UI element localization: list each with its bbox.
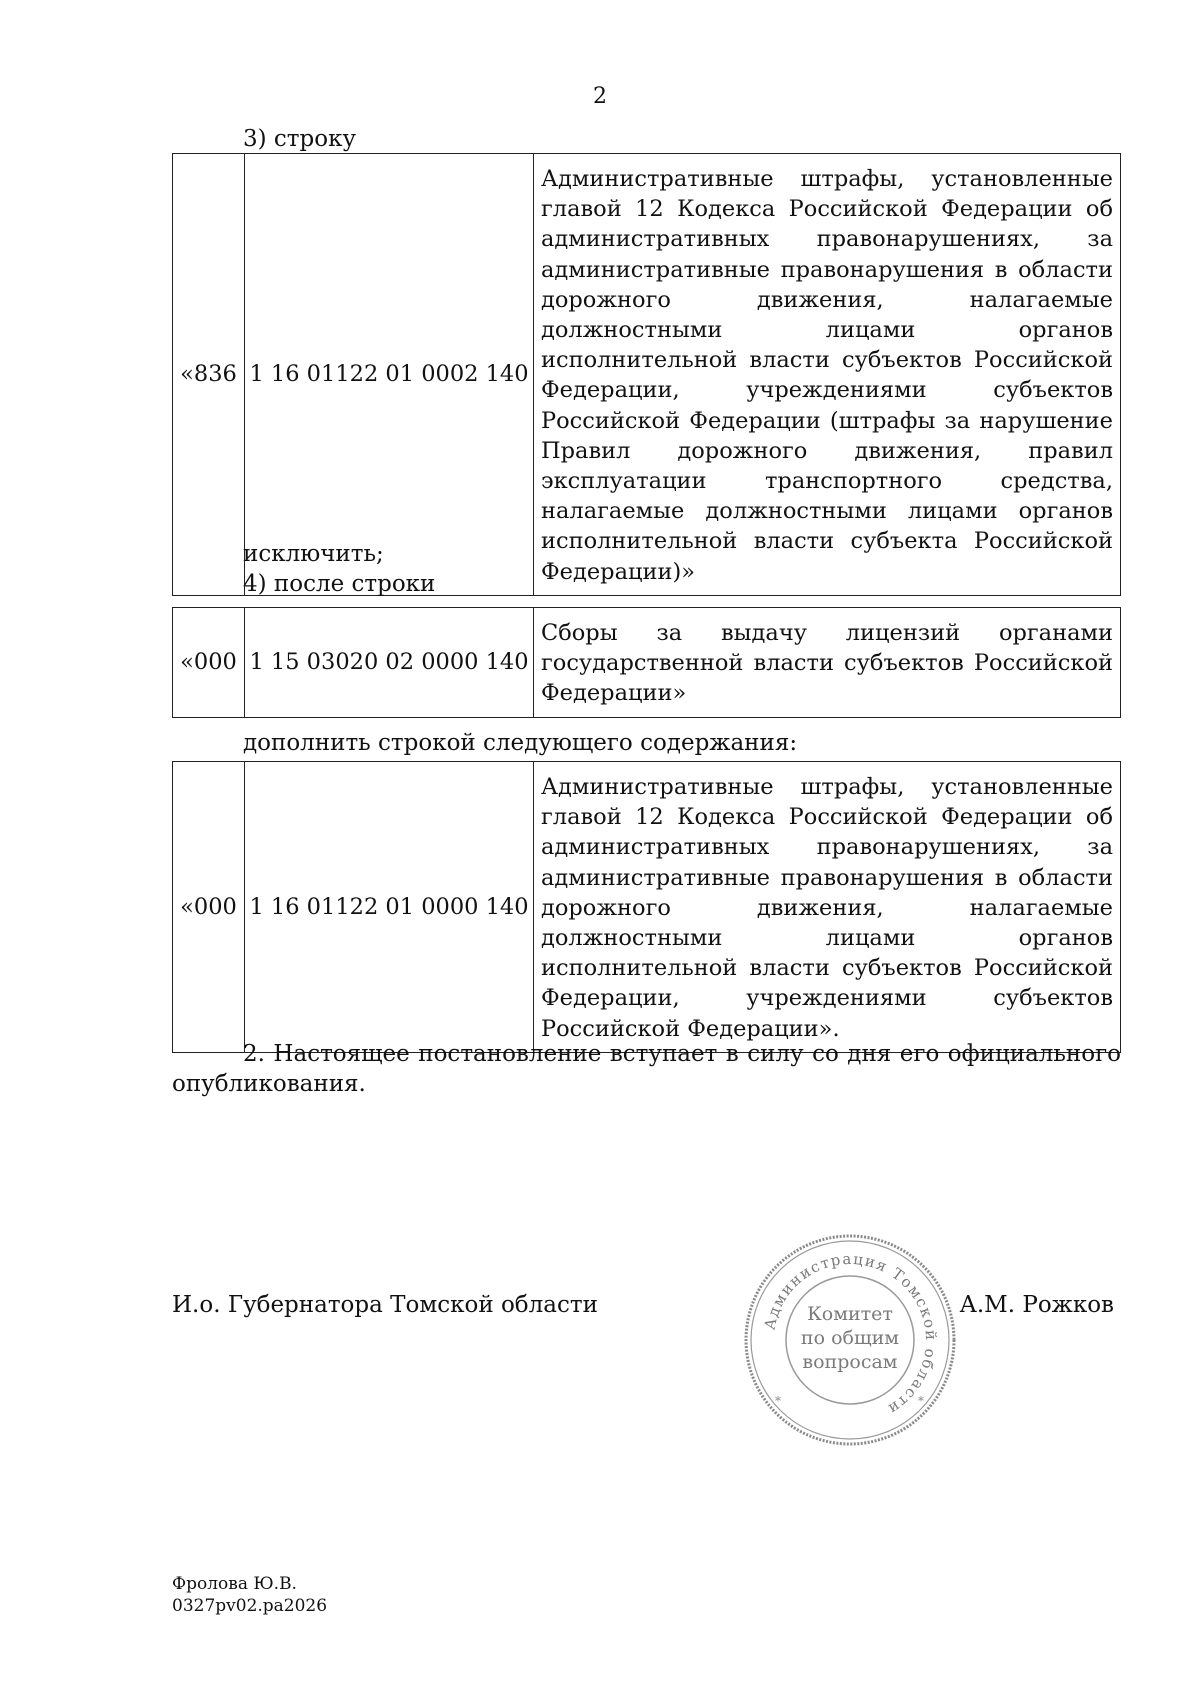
signatory-name: А.М. Рожков	[959, 1292, 1114, 1318]
official-stamp	[740, 1230, 960, 1450]
add-text: дополнить строкой следующего содержания:	[243, 730, 798, 756]
table2-description: Сборы за выдачу лицензий органами государственной власти субъектов Российской Федерации»	[534, 608, 1121, 718]
table3-kbk-code: 1 16 01122 01 0000 140	[245, 762, 534, 1053]
table3-code-prefix: «000	[173, 762, 245, 1053]
table2-kbk-code: 1 15 03020 02 0000 140	[245, 608, 534, 718]
table1-code-prefix: «836	[173, 154, 245, 596]
item4-intro: 4) после строки	[243, 571, 436, 597]
svg-text:*: *	[918, 1394, 924, 1408]
table1-description: Административные штрафы, установленные главой 12 Кодекса Российской Федерации об административных правонарушениях, за административные правонарушения в области дорожного движения, налагаемые должностными лицами органов исполнительной власти субъектов Российской Федерации, учреждениями субъектов Российской Федерации (штрафы за нарушение Правил дорожного движения, правил эксплуатации транспортного средства, налагаемые должностными лицами органов исполнительной власти субъекта Российской Федерации)»	[534, 154, 1121, 596]
item3-intro: 3) строку	[243, 126, 357, 152]
document-code: 0327pv02.pa2026	[172, 1596, 328, 1616]
stamp-ring-text: Администрация Томской области	[760, 1249, 941, 1419]
table2-code-prefix: «000	[173, 608, 245, 718]
stamp-line3: вопросам	[802, 1351, 898, 1373]
table-row-836	[172, 153, 1121, 596]
table1-kbk-code: 1 16 01122 01 0002 140	[245, 154, 534, 596]
executor-name: Фролова Ю.В.	[172, 1574, 297, 1594]
item2-text-line1: 2. Настоящее постановление вступает в силу со дня его официального	[243, 1041, 1121, 1067]
stamp-line2: по общим	[800, 1327, 900, 1349]
table-row-000-fees	[172, 607, 1121, 718]
item2-text-line2: опубликования.	[172, 1071, 366, 1097]
exclude-text: исключить;	[243, 541, 384, 567]
table3-description: Административные штрафы, установленные главой 12 Кодекса Российской Федерации об административных правонарушениях, за административные правонарушения в области дорожного движения, налагаемые должностными лицами органов исполнительной власти субъектов Российской Федерации, учреждениями субъектов Российской Федерации».	[534, 762, 1121, 1053]
stamp-line1: Комитет	[807, 1303, 893, 1325]
svg-text:*: *	[775, 1394, 781, 1408]
page-number: 2	[593, 84, 607, 109]
table-row-000-fines	[172, 761, 1121, 1053]
signatory-position: И.о. Губернатора Томской области	[172, 1292, 598, 1318]
